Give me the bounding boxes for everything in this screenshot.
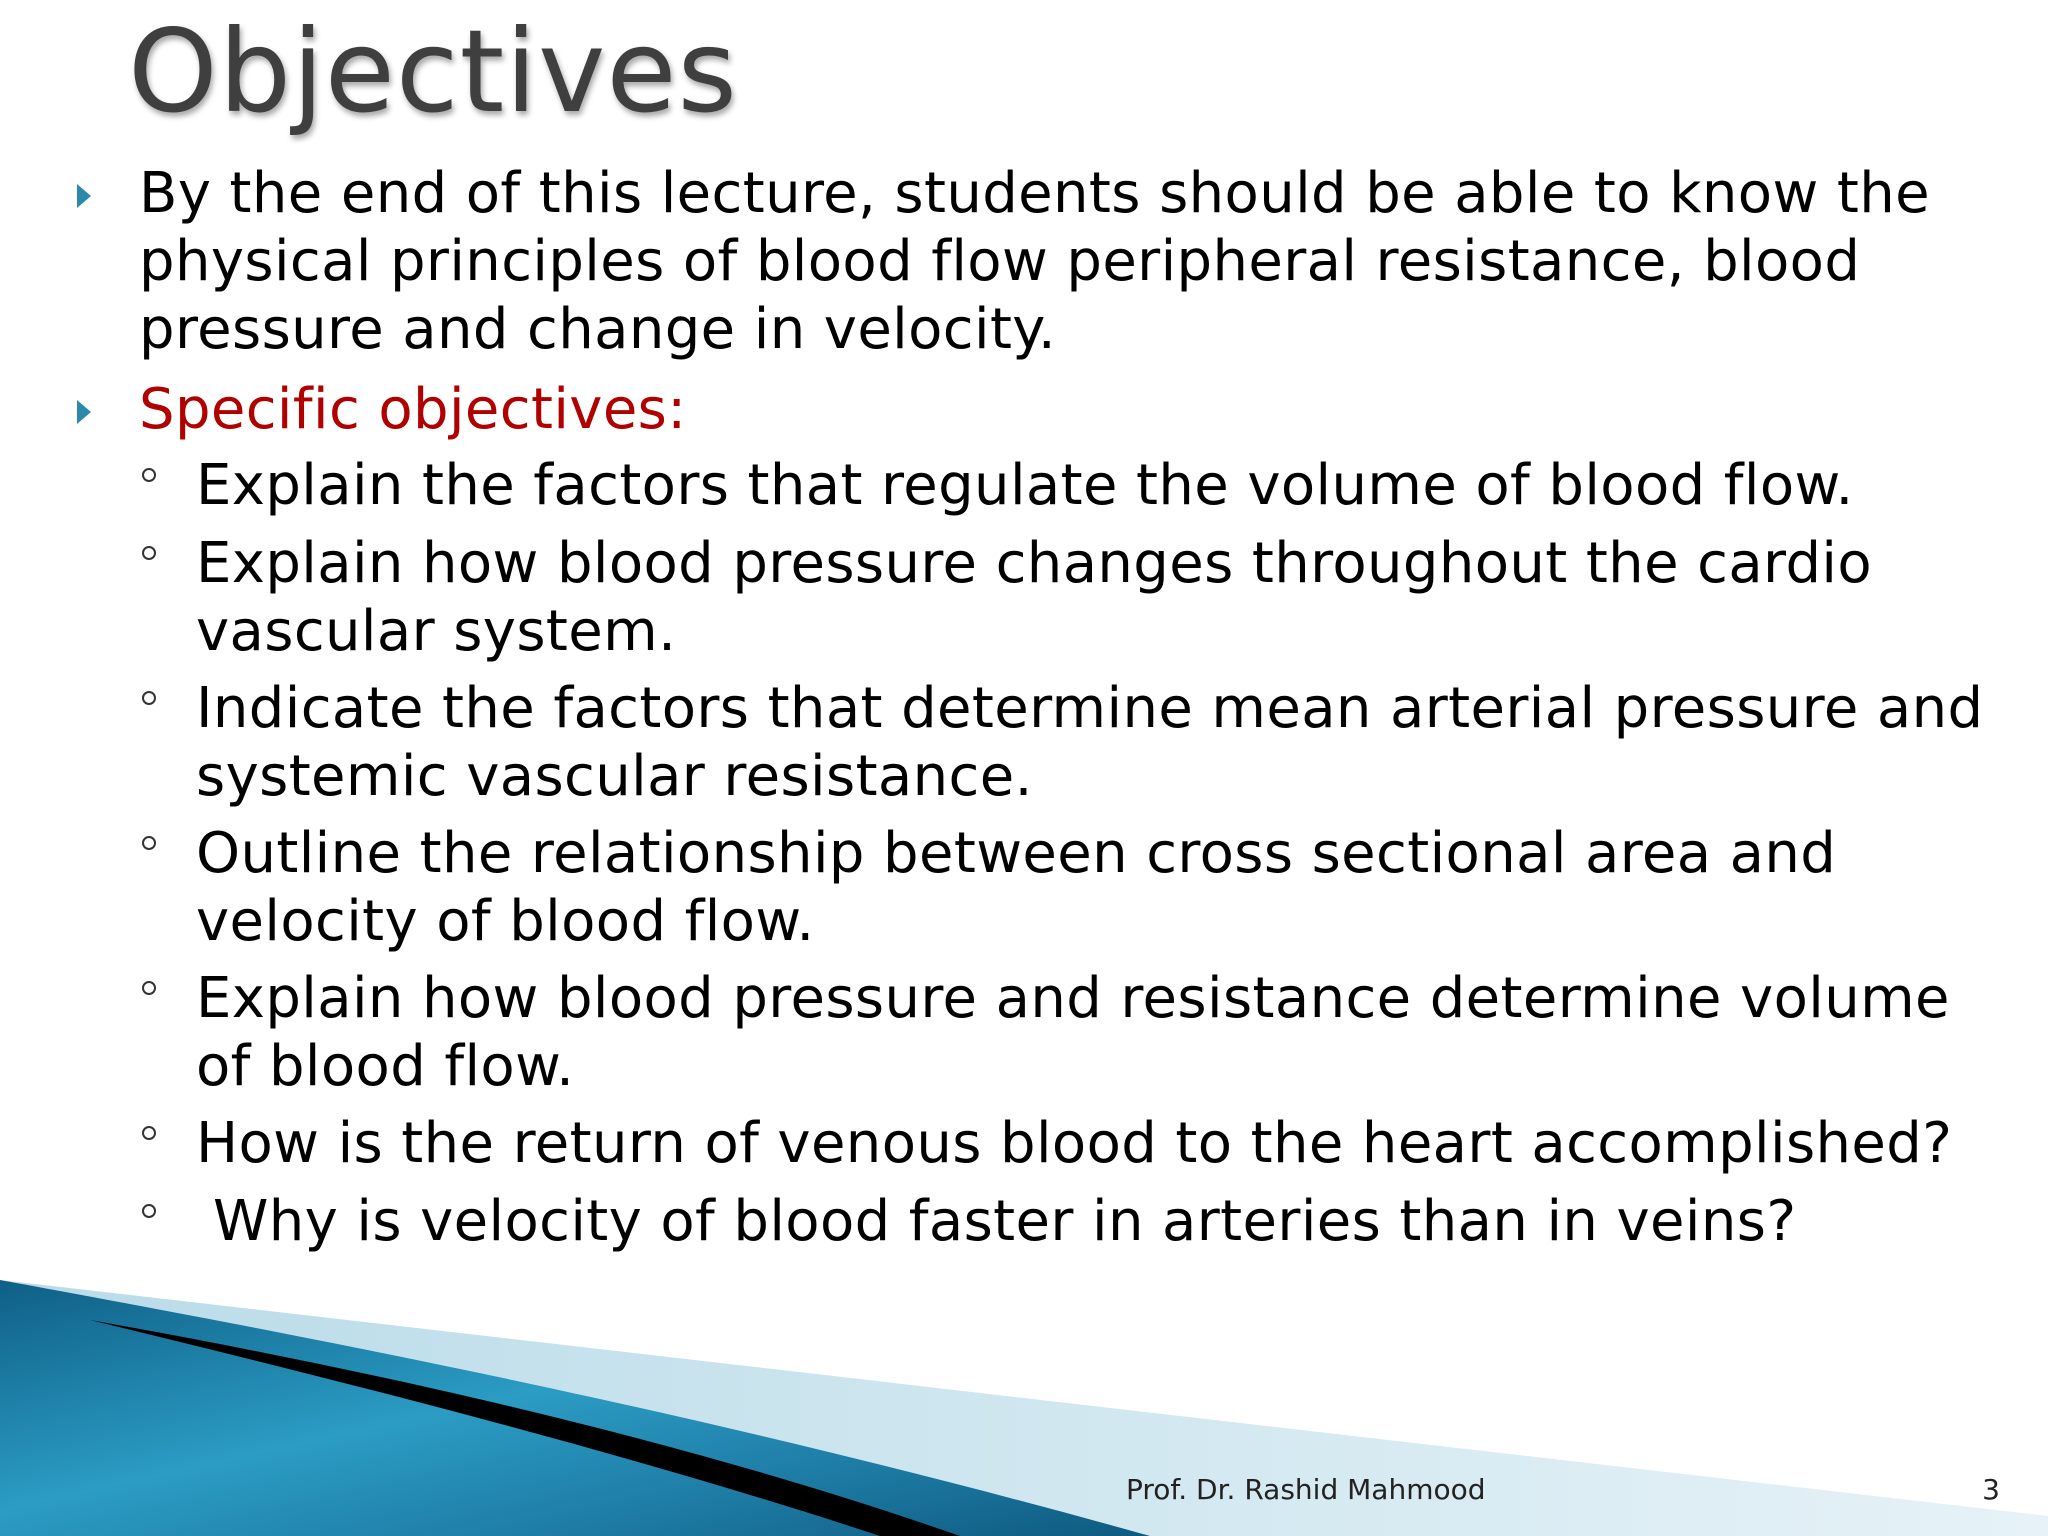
slide-title: Objectives [128, 5, 738, 138]
sub-bullet-text: Explain how blood pressure changes throughout the cardio vascular system. [196, 531, 1873, 664]
wave-decoration [0, 1280, 2048, 1536]
circle-bullet-icon [142, 836, 156, 850]
circle-bullet-icon [142, 1126, 156, 1140]
sub-bullet-item [196, 1188, 2033, 1256]
sub-bullet-text: How is the return of venous blood to the heart accomplished? [196, 1111, 1953, 1176]
triangle-bullet-icon [77, 400, 91, 424]
sub-bullet-item [196, 452, 2016, 520]
sub-bullet-text: Explain the factors that regulate the volume of blood flow. [196, 453, 1854, 518]
triangle-bullet-icon [77, 184, 91, 208]
sub-bullet-item [196, 675, 2016, 811]
sub-bullet-text: Outline the relationship between cross sectional area and velocity of blood flow. [196, 821, 1837, 954]
circle-bullet-icon [142, 691, 156, 705]
circle-bullet-icon [142, 468, 156, 482]
bullet-item [139, 376, 1999, 444]
sub-bullet-item [196, 530, 2016, 666]
sub-bullet-text: Indicate the factors that determine mean arterial pressure and systemic vascular resistance. [196, 676, 1984, 809]
circle-bullet-icon [142, 981, 156, 995]
bullet-text-heading: Specific objectives: [139, 377, 687, 442]
circle-bullet-icon [142, 1204, 156, 1218]
page-number: 3 [1982, 1473, 2000, 1506]
bullet-text: By the end of this lecture, students should be able to know the physical principles of blood flow peripheral resistance, blood pressure and change in velocity. [139, 161, 1930, 362]
footer-author: Prof. Dr. Rashid Mahmood [1126, 1473, 1486, 1506]
sub-bullet-text: Explain how blood pressure and resistance determine volume of blood flow. [196, 966, 1950, 1099]
bullet-item [139, 160, 1999, 364]
sub-bullet-text: Why is velocity of blood faster in arteries than in veins? [213, 1189, 1797, 1254]
circle-bullet-icon [142, 546, 156, 560]
sub-bullet-item [196, 1110, 2016, 1178]
sub-bullet-item [196, 965, 2016, 1101]
sub-bullet-item [196, 820, 2016, 956]
